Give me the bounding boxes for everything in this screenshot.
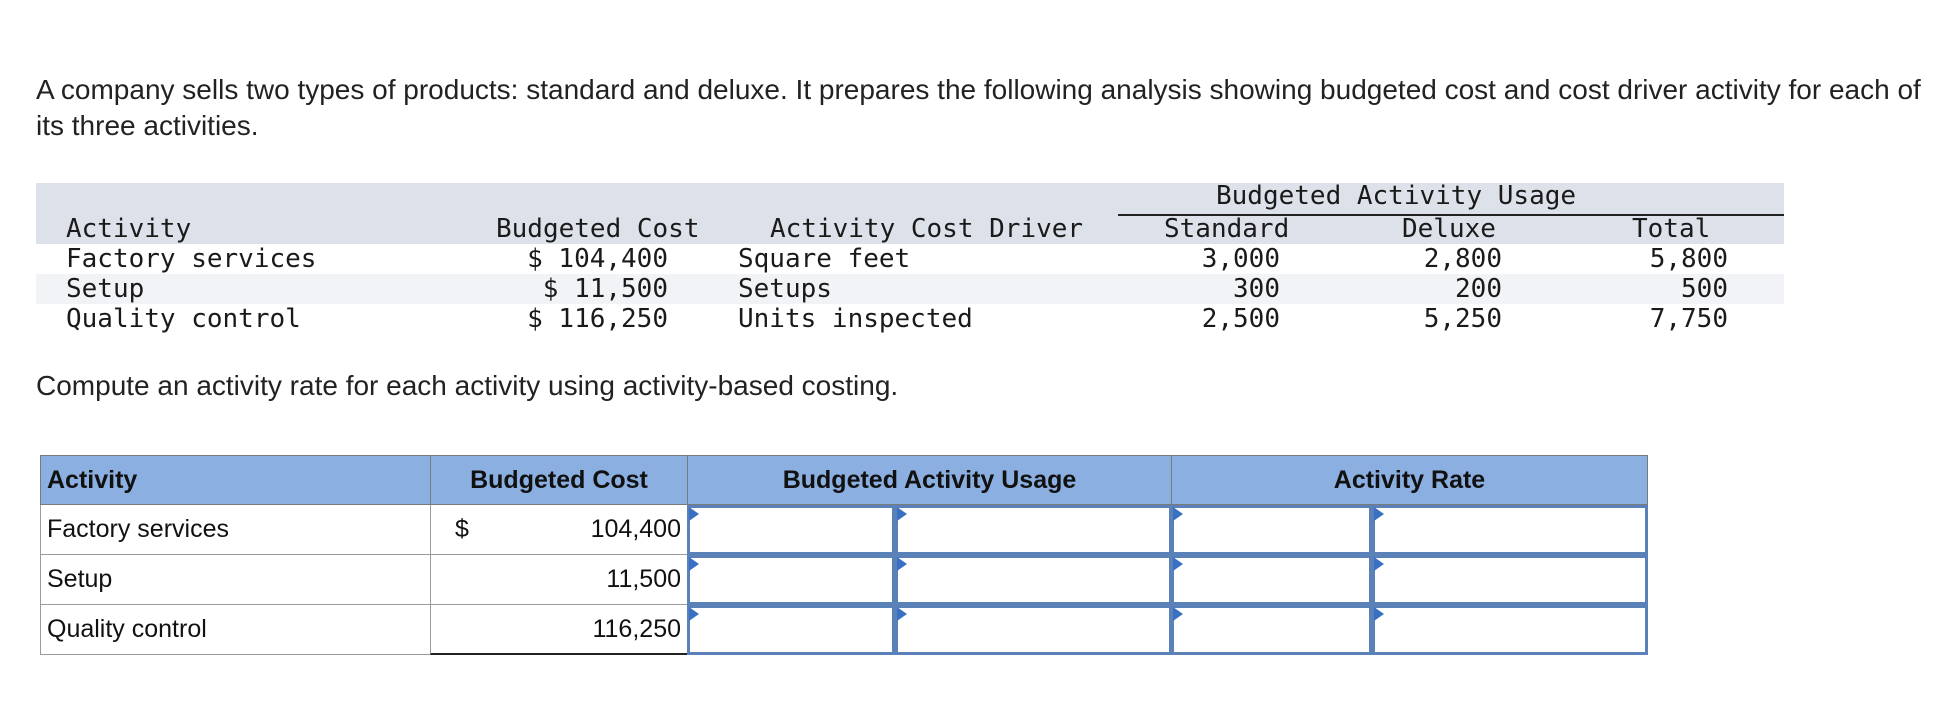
row-deluxe: 2,800 bbox=[1423, 244, 1502, 274]
col-header-activity: Activity bbox=[66, 214, 192, 244]
usage-numerator-input[interactable] bbox=[687, 605, 895, 655]
row-budgeted-cost: $ 104,400 bbox=[527, 244, 668, 274]
activity-rate-input[interactable] bbox=[1171, 605, 1372, 655]
row-deluxe: 5,250 bbox=[1423, 304, 1502, 334]
col-header-cost-driver: Activity Cost Driver bbox=[770, 214, 1084, 244]
activity-rate-answer-table bbox=[40, 455, 1648, 655]
question-prompt: Compute an activity rate for each activity using activity-based costing. bbox=[36, 370, 899, 401]
activity-rate-input[interactable] bbox=[1171, 505, 1372, 555]
header-budgeted-activity-usage: Budgeted Activity Usage bbox=[687, 455, 1172, 505]
activity-rate-unit-input[interactable] bbox=[1372, 505, 1648, 555]
row-standard: 2,500 bbox=[1201, 304, 1280, 334]
group-header-budgeted-activity-usage: Budgeted Activity Usage bbox=[1216, 181, 1577, 211]
row-budgeted-cost: $ 116,250 bbox=[527, 304, 668, 334]
row-cost-driver: Setups bbox=[738, 274, 832, 304]
row-activity: Quality control bbox=[66, 304, 301, 334]
answer-row-cost bbox=[430, 555, 688, 605]
usage-unit-input[interactable] bbox=[895, 555, 1172, 605]
dollar-sign: $ bbox=[455, 515, 469, 543]
budgeted-cost-value: 11,500 bbox=[606, 565, 681, 593]
row-band-setup bbox=[36, 274, 1784, 304]
activity-rate-unit-input[interactable] bbox=[1372, 605, 1648, 655]
row-deluxe: 200 bbox=[1455, 274, 1502, 304]
answer-row-cost bbox=[430, 505, 688, 555]
col-header-deluxe: Deluxe bbox=[1402, 214, 1496, 244]
col-header-budgeted-cost: Budgeted Cost bbox=[496, 214, 700, 244]
usage-unit-input[interactable] bbox=[895, 605, 1172, 655]
row-activity: Setup bbox=[66, 274, 145, 304]
budgeted-cost-value: 116,250 bbox=[592, 614, 681, 643]
header-activity-rate: Activity Rate bbox=[1171, 455, 1648, 505]
header-budgeted-cost: Budgeted Cost bbox=[430, 455, 688, 505]
row-cost-driver: Units inspected bbox=[738, 304, 973, 334]
col-header-total: Total bbox=[1632, 214, 1711, 244]
usage-unit-input[interactable] bbox=[895, 505, 1172, 555]
row-standard: 3,000 bbox=[1201, 244, 1280, 274]
answer-row-activity: Setup bbox=[40, 555, 431, 605]
row-total: 500 bbox=[1681, 274, 1728, 304]
row-standard: 300 bbox=[1233, 274, 1280, 304]
answer-row-activity: Quality control bbox=[40, 605, 431, 655]
usage-numerator-input[interactable] bbox=[687, 555, 895, 605]
given-data-table bbox=[36, 183, 1784, 337]
row-budgeted-cost: $ 11,500 bbox=[542, 274, 668, 304]
answer-row-activity: Factory services bbox=[40, 505, 431, 555]
problem-intro: A company sells two types of products: standard and deluxe. It prepares the following analysis showing budgeted cost and cost driver activity for each of its three activities. bbox=[36, 74, 1921, 141]
header-activity: Activity bbox=[40, 455, 431, 505]
activity-rate-unit-input[interactable] bbox=[1372, 555, 1648, 605]
answer-row-cost bbox=[430, 605, 688, 655]
row-cost-driver: Square feet bbox=[738, 244, 911, 274]
col-header-standard: Standard bbox=[1164, 214, 1290, 244]
row-total: 5,800 bbox=[1649, 244, 1728, 274]
usage-numerator-input[interactable] bbox=[687, 505, 895, 555]
row-activity: Factory services bbox=[66, 244, 317, 274]
row-total: 7,750 bbox=[1649, 304, 1728, 334]
activity-rate-input[interactable] bbox=[1171, 555, 1372, 605]
budgeted-cost-value: 104,400 bbox=[590, 515, 681, 543]
